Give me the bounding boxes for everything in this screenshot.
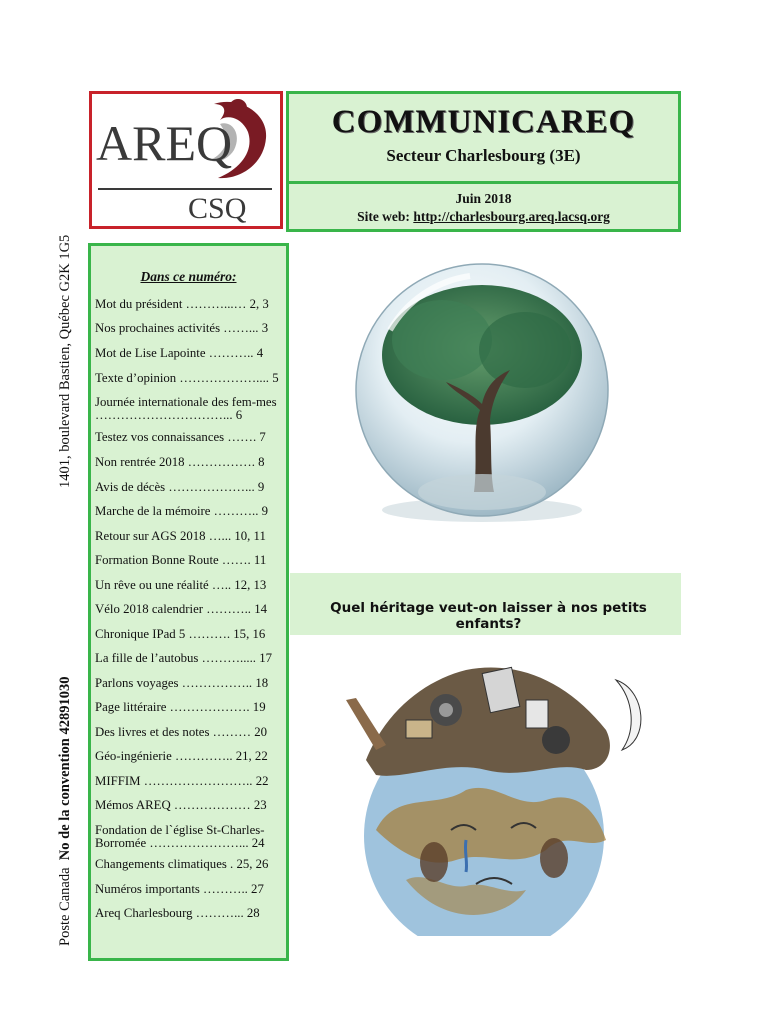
toc-item-label: La fille de l’autobus ………..... [95, 651, 256, 665]
toc-item [95, 505, 285, 518]
logo-text-areq: AREQ [96, 115, 233, 171]
toc-item-page: 3 [261, 321, 269, 335]
toc-item-page: 5 [272, 371, 279, 385]
toc-item [95, 883, 285, 896]
toc-item-label: Numéros importants ……….. [95, 882, 248, 896]
toc-item-page: 18 [255, 676, 269, 690]
toc-item [95, 298, 285, 311]
table-of-contents [88, 243, 289, 961]
toc-item-page: 9 [257, 480, 265, 494]
toc-item-label: Journée internationale des fem-mes …………………………... [95, 395, 277, 422]
toc-item [95, 701, 285, 714]
toc-item-label: Un rêve ou une réalité ….. [95, 578, 232, 592]
toc-item-label: Géo-ingénierie ………….. [95, 749, 233, 763]
toc-item [95, 628, 285, 641]
poste-convention: No de la convention 42891030 [57, 676, 73, 861]
mailing-address: 1401, boulevard Bastien, Québec G2K 1G5 [57, 234, 73, 488]
toc-item-page: 9 [261, 504, 269, 518]
toc-item-label: MIFFIM …………………….. [95, 774, 253, 788]
toc-item [95, 456, 285, 469]
issue-date: Juin 2018 [455, 191, 512, 206]
toc-item-page: 8 [258, 455, 265, 469]
toc-item [95, 530, 285, 543]
toc-item-label: Areq Charlesbourg ………... [95, 906, 244, 920]
toc-item-page: 20 [254, 725, 268, 739]
toc-item-label: Mot du président ………...… [95, 297, 247, 311]
toc-item-label: Texte d’opinion ……………….... [95, 371, 269, 385]
areq-csq-logo [89, 91, 283, 229]
toc-item [95, 372, 285, 385]
toc-item [95, 347, 285, 360]
newsletter-subtitle: Secteur Charlesbourg (3E) [386, 146, 581, 165]
toc-item [95, 554, 285, 567]
toc-item [95, 858, 285, 871]
website-line [289, 208, 678, 226]
tree-in-glass-globe-image [350, 260, 614, 528]
toc-item-page: 28 [246, 906, 260, 920]
newsletter-title: COMMUNICAREQ [331, 104, 636, 140]
toc-item-label: Mot de Lise Lapointe ……….. [95, 346, 254, 360]
toc-item-page: 23 [253, 798, 267, 812]
toc-item-page: 22 [255, 774, 269, 788]
newsletter-header [286, 91, 681, 232]
toc-item-page: 10, 11 [234, 529, 266, 543]
toc-item [95, 396, 285, 422]
toc-item-page: 21, 22 [235, 749, 268, 763]
toc-item-page: 11 [253, 553, 267, 567]
toc-item-label: Testez vos connaissances ……. [95, 430, 257, 444]
toc-item-label: Chronique IPad 5 ………. [95, 627, 231, 641]
image-caption: Quel héritage veut-on laisser à nos petits enfants? [330, 600, 647, 632]
toc-item-page: 15, 16 [233, 627, 266, 641]
poste-prefix: Poste Canada [57, 867, 73, 946]
toc-item [95, 726, 285, 739]
toc-item-page: 27 [251, 882, 264, 896]
toc-item-label: Changements climatiques . [95, 857, 234, 871]
website-label: Site web: [357, 209, 410, 224]
toc-item-page: 4 [256, 346, 264, 360]
toc-item-page: 25, 26 [236, 857, 269, 871]
postal-convention [57, 677, 74, 946]
toc-item-label: Non rentrée 2018 ……………. [95, 455, 255, 469]
toc-item-page: 19 [252, 700, 266, 714]
toc-item-page: 24 [251, 836, 265, 850]
toc-item-label: Retour sur AGS 2018 …... [95, 529, 232, 543]
toc-item-label: Fondation de l`église St-Charles-Borromée …………………... [95, 823, 265, 850]
toc-item [95, 603, 285, 616]
toc-item-page: 2, 3 [249, 297, 269, 311]
toc-item-label: Avis de décès ………………... [95, 480, 255, 494]
toc-item-label: Marche de la mémoire ……….. [95, 504, 259, 518]
toc-item [95, 799, 285, 812]
toc-item-label: Nos prochaines activités ……... [95, 321, 259, 335]
toc-item [95, 431, 285, 444]
toc-item-page: 12, 13 [234, 578, 267, 592]
website-link[interactable]: http://charlesbourg.areq.lacsq.org [413, 209, 610, 224]
toc-item-page: 6 [235, 408, 243, 422]
toc-item [95, 750, 285, 763]
toc-item-page: 7 [259, 430, 266, 444]
toc-item-label: Des livres et des notes ……… [95, 725, 252, 739]
toc-item-label: Page littéraire ………………. [95, 700, 250, 714]
toc-item [95, 775, 285, 788]
toc-item-label: Parlons voyages …………….. [95, 676, 253, 690]
toc-item [95, 322, 285, 335]
toc-item-page: 17 [259, 651, 272, 665]
toc-item-label: Vélo 2018 calendrier ……….. [95, 602, 252, 616]
toc-item [95, 824, 285, 850]
toc-item-label: Mémos AREQ ……………… [95, 798, 251, 812]
toc-item [95, 677, 285, 690]
toc-heading: Dans ce numéro: [140, 269, 237, 284]
toc-item [95, 907, 285, 920]
toc-item [95, 481, 285, 494]
toc-item [95, 579, 285, 592]
toc-item-label: Formation Bonne Route ……. [95, 553, 251, 567]
polluted-earth-illustration [316, 640, 650, 936]
logo-text-csq: CSQ [188, 192, 247, 225]
toc-item [95, 652, 285, 665]
toc-item-page: 14 [254, 602, 268, 616]
